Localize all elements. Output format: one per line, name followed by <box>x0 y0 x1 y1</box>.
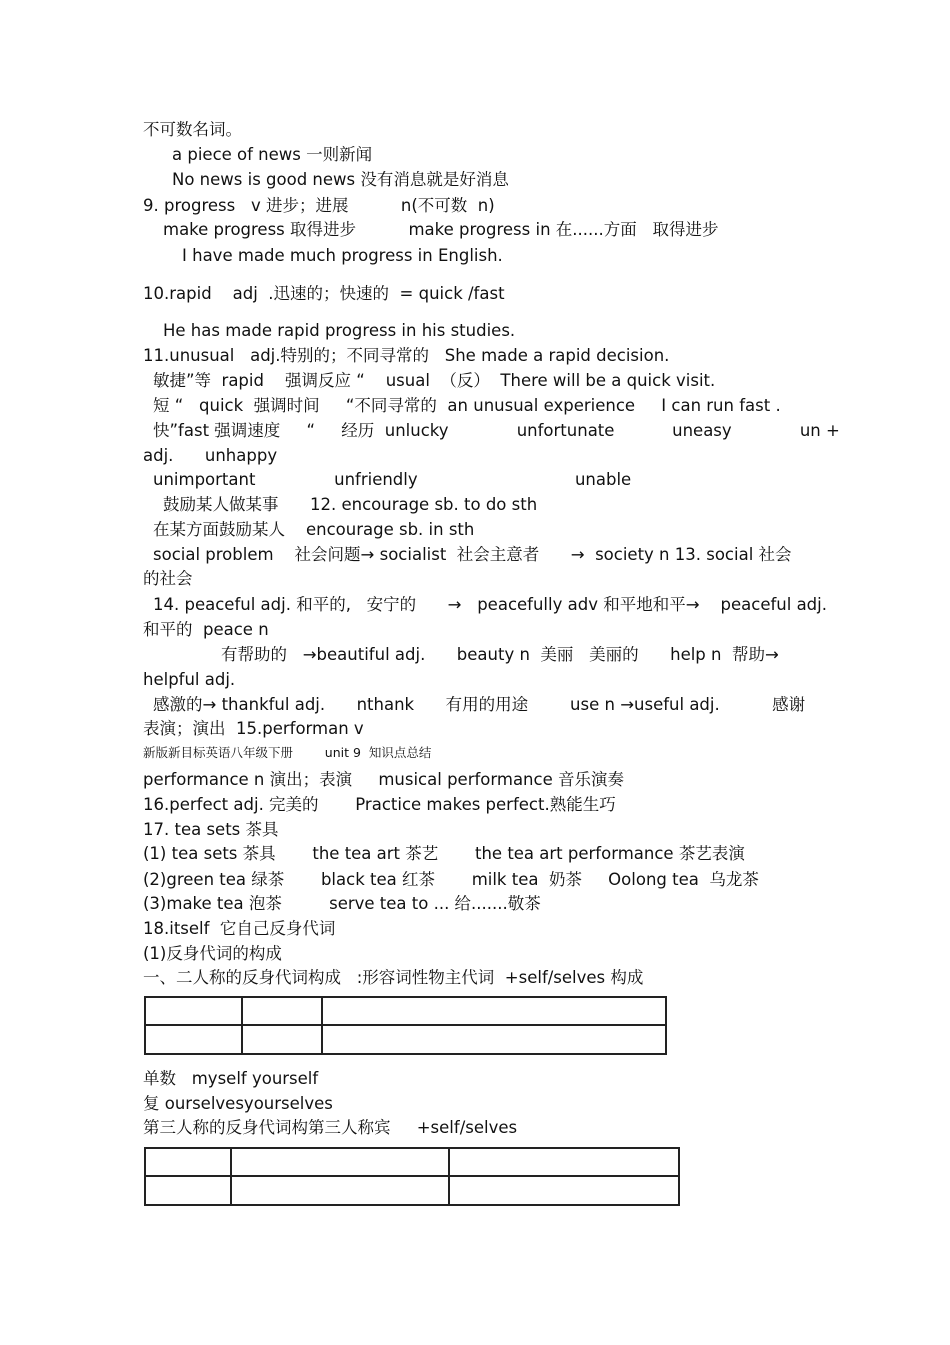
text-line: unimportant unfriendly unable <box>153 470 632 489</box>
text-line: make progress 取得进步 make progress in 在......方面 取得进步 <box>163 220 719 239</box>
text-line: a piece of news 一则新闻 <box>172 145 373 164</box>
text-line: 感激的→ thankful adj. nthank 有用的用途 use n →useful adj. 感谢 <box>153 695 806 714</box>
reflexive-pronoun-table-2 <box>144 1147 680 1206</box>
text-line: 的社会 <box>143 569 193 588</box>
text-line: (2)green tea 绿茶 black tea 红茶 milk tea 奶茶 Oolong tea 乌龙茶 <box>143 870 759 889</box>
text-line: 鼓励某人做某事 12. encourage sb. to do sth <box>163 495 538 514</box>
text-line: 短 “ quick 强调时间 “不同寻常的 an unusual experience I can run fast . <box>153 396 781 415</box>
table-cell <box>145 1176 231 1205</box>
text-line: He has made rapid progress in his studies. <box>163 321 516 340</box>
text-line: 有帮助的 →beautiful adj. beauty n 美丽 美丽的 help n 帮助→ <box>221 645 779 664</box>
table-cell <box>242 997 322 1025</box>
text-line: adj. unhappy <box>143 446 278 465</box>
text-line: 14. peaceful adj. 和平的, 安宁的 → peacefully adv 和平地和平→ peaceful adj. <box>153 595 827 614</box>
text-line: 18.itself 它自己反身代词 <box>143 919 336 938</box>
text-line: 敏捷”等 rapid 强调反应 “ usual （反） There will be a quick visit. <box>153 371 716 390</box>
text-line: No news is good news 没有消息就是好消息 <box>172 170 509 189</box>
text-line: 10.rapid adj .迅速的；快速的 = quick /fast <box>143 284 505 303</box>
text-line: 16.perfect adj. 完美的 Practice makes perfect.熟能生巧 <box>143 795 616 814</box>
text-line: performance n 演出；表演 musical performance 音乐演奏 <box>143 770 624 789</box>
text-line: 和平的 peace n <box>143 620 269 639</box>
text-line: social problem 社会问题→ socialist 社会主意者 → society n 13. social 社会 <box>153 545 792 564</box>
text-line: helpful adj. <box>143 670 236 689</box>
text-line: (1)反身代词的构成 <box>143 944 282 963</box>
text-line: 第三人称的反身代词构第三人称宾 +self/selves <box>143 1118 518 1137</box>
table-cell <box>449 1176 679 1205</box>
text-line: (3)make tea 泡茶 serve tea to ... 给.......敬茶 <box>143 894 541 913</box>
table-cell <box>242 1025 322 1054</box>
text-line: 不可数名词。 <box>143 120 242 139</box>
table-cell <box>322 997 666 1025</box>
table-cell <box>145 1148 231 1176</box>
text-line: (1) tea sets 茶具 the tea art 茶艺 the tea art performance 茶艺表演 <box>143 844 745 863</box>
table-cell <box>145 1025 242 1054</box>
table-cell <box>322 1025 666 1054</box>
text-line: 一、二人称的反身代词构成 :形容词性物主代词 +self/selves 构成 <box>143 968 644 987</box>
reflexive-pronoun-table-1 <box>144 996 667 1055</box>
text-line: 11.unusual adj.特别的；不同寻常的 She made a rapid decision. <box>143 346 670 365</box>
text-line: I have made much progress in English. <box>182 246 503 265</box>
text-line: 表演；演出 15.performan v <box>143 719 364 738</box>
page-header-note: 新版新目标英语八年级下册 unit 9 知识点总结 <box>143 745 432 760</box>
text-line: 在某方面鼓励某人 encourage sb. in sth <box>153 520 475 539</box>
table-cell <box>231 1176 449 1205</box>
text-line: 9. progress v 进步；进展 n(不可数 n) <box>143 196 495 215</box>
table-cell <box>231 1148 449 1176</box>
text-line: 复 ourselvesyourselves <box>143 1094 333 1113</box>
text-line: 17. tea sets 茶具 <box>143 820 279 839</box>
text-line: 单数 myself yourself <box>143 1069 319 1088</box>
text-line: 快”fast 强调速度 “ 经历 unlucky unfortunate uneasy un + <box>153 421 840 440</box>
table-cell <box>145 997 242 1025</box>
table-cell <box>449 1148 679 1176</box>
